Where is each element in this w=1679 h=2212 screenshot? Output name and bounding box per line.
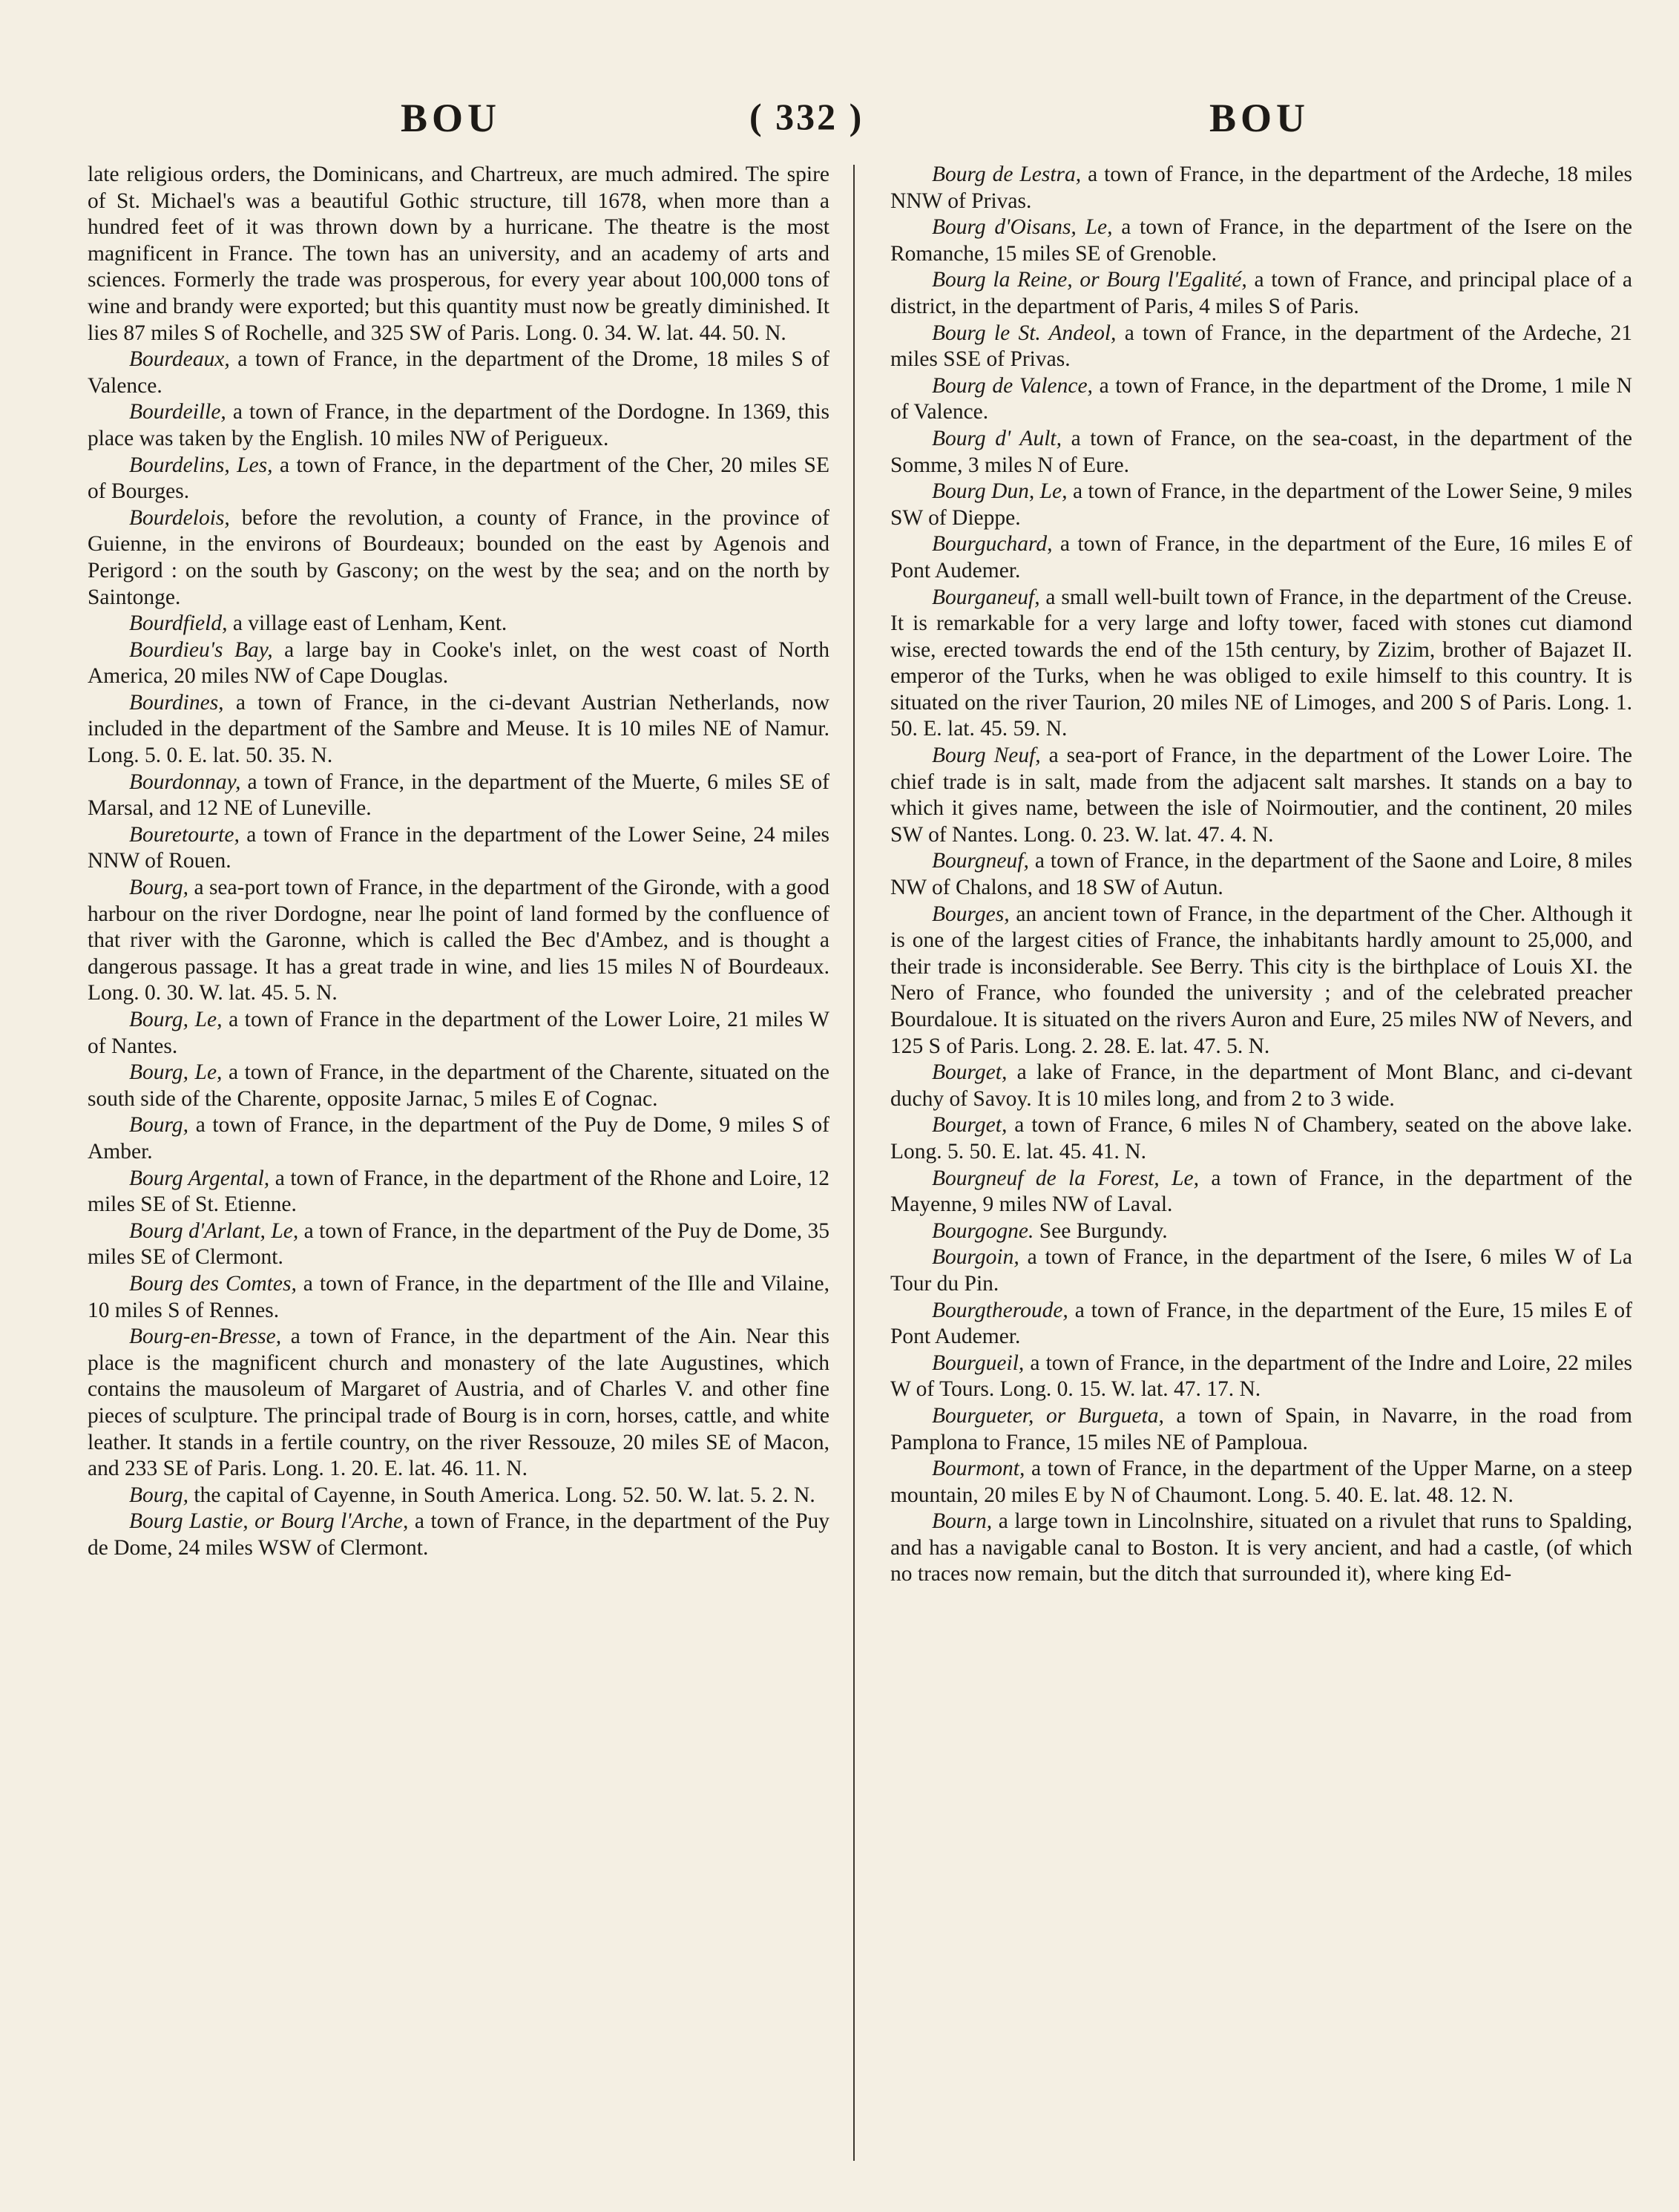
entry-headword: Bourget, xyxy=(932,1113,1008,1138)
dictionary-entry xyxy=(890,162,1632,214)
running-header xyxy=(0,95,1679,147)
entry-headword: Bourg, Le, xyxy=(129,1060,223,1085)
entry-text: a town of France in the department of the Lower Loire, 21 miles W of Nantes. xyxy=(88,1008,829,1058)
entry-text: a town of France, in the department of the Puy de Dome, 9 miles S of Amber. xyxy=(88,1113,829,1164)
entry-text: a sea-port of France, in the department of the Lower Loire. The chief trade is in salt, made from the adjacent salt marshes. It stands on a bay to which it gives name, between the isle of Noirmoutier, and the continent, 20 miles SW of Nantes. Long. 0. 23. W. lat. 47. 4. N. xyxy=(890,744,1632,847)
left-column xyxy=(88,162,829,2180)
entry-text: a town of France, and principal place of a district, in the department of Paris, 4 miles S of Paris. xyxy=(890,268,1632,318)
entry-headword: Bourdeaux, xyxy=(129,347,230,372)
entry-text: a town of France, in the department of the Ardeche, 18 miles NNW of Privas. xyxy=(890,163,1632,213)
dictionary-entry xyxy=(890,479,1632,531)
entry-headword: Bourdines, xyxy=(129,690,224,715)
entry-text: a town of France, in the department of the Mayenne, 9 miles NW of Laval. xyxy=(890,1166,1632,1217)
entry-text: a town of France, in the department of the Rhone and Loire, 12 miles SE of St. Etienne. xyxy=(88,1166,829,1217)
dictionary-entry xyxy=(890,902,1632,1060)
entry-headword: Bourg, xyxy=(129,1483,189,1507)
dictionary-entry xyxy=(890,214,1632,267)
dictionary-entry xyxy=(890,743,1632,848)
entry-headword: Bourgtheroude, xyxy=(932,1298,1068,1322)
entry-text: before the revolution, a county of France, in the province of Guienne, in the environs of Bourdeaux; bounded on the east by Agenois and Perigord : on the south by Gascony; on the west by the sea; and on the north by Saintonge. xyxy=(88,505,829,609)
dictionary-entry xyxy=(890,1298,1632,1350)
entry-text: the capital of Cayenne, in South America. Long. 52. 50. W. lat. 5. 2. N. xyxy=(188,1483,815,1507)
dictionary-entry xyxy=(88,1271,829,1324)
entry-headword: Bourg d' Ault, xyxy=(932,426,1062,450)
entry-text: a large bay in Cooke's inlet, on the west coast of North America, 20 miles NW of Cape Douglas. xyxy=(88,637,829,689)
dictionary-entry xyxy=(890,848,1632,901)
dictionary-entry xyxy=(890,1218,1632,1245)
entry-headword: Bourg de Lestra, xyxy=(932,163,1082,186)
dictionary-entry xyxy=(88,347,829,399)
dictionary-entry xyxy=(88,453,829,505)
dictionary-entry xyxy=(890,531,1632,584)
entry-text: a town of France, in the ci-devant Austrian Netherlands, now included in the department of the Sambre and Meuse. It is 10 miles NE of Namur. Long. 5. 0. E. lat. 50. 35. N. xyxy=(88,690,829,768)
entry-text: a town of France in the department of the Lower Seine, 24 miles NNW of Rouen. xyxy=(88,822,829,873)
entry-text: a town of France, in the department of the Ain. Near this place is the magnificent church and monastery of the late Augustines, which contains the mausoleum of Margaret of Austria, and of Charles V. and other fine pieces of sculpture. The principal trade of Bourg is in corn, horses, cattle, and white leather. It stands in a fertile country, on the river Ressouze, 20 miles SE of Macon, and 233 SE of Paris. Long. 1. 20. E. lat. 46. 11. N. xyxy=(88,1325,829,1481)
entry-headword: Bourg Dun, Le, xyxy=(932,479,1068,504)
entry-headword: Bourganeuf, xyxy=(932,585,1040,609)
entry-text: a town of France, in the department of the Drome, 1 mile N of Valence. xyxy=(890,373,1632,424)
entry-headword: Bourg, Le, xyxy=(129,1008,223,1031)
entry-headword: Bourg la Reine, or Bourg l'Egalité, xyxy=(932,268,1247,292)
page-number: ( 332 ) xyxy=(749,96,864,137)
entry-headword: Bourg d'Oisans, Le, xyxy=(932,215,1113,240)
entry-text: a town of France, in the department of the Lower Seine, 9 miles SW of Dieppe. xyxy=(890,479,1632,530)
entry-headword: Bourges, xyxy=(932,902,1010,926)
entry-headword: Bourg Argental, xyxy=(129,1166,270,1190)
entry-headword: Bourguchard, xyxy=(932,532,1053,557)
dictionary-entry xyxy=(88,822,829,875)
entry-headword: Bourdfield, xyxy=(129,611,228,636)
header-left-guideword: BOU xyxy=(401,96,502,140)
dictionary-entry xyxy=(890,373,1632,426)
entry-text: a town of France, in the department of the Indre and Loire, 22 miles W of Tours. Long. 0. 15. W. lat. 47. 17. N. xyxy=(890,1350,1632,1402)
entry-text: a town of France, in the department of the Ille and Vilaine, 10 miles S of Rennes. xyxy=(88,1271,829,1322)
dictionary-entry xyxy=(890,1112,1632,1165)
entry-text: late religious orders, the Dominicans, and Chartreux, are much admired. The spire of St. Michael's was a beautiful Gothic structure, till 1678, when more than a hundred feet of it was thrown down by a hurricane. The theatre is the most magnificent in France. The town has an university, and an academy of arts and sciences. Formerly the trade was prosperous, for every year about 100,000 tons of wine and brandy were exported; but this quantity must now be greatly diminished. It lies 87 miles S of Rochelle, and 325 SW of Paris. Long. 0. 34. W. lat. 44. 50. N. xyxy=(88,163,829,345)
entry-headword: Bourdelins, Les, xyxy=(129,453,273,477)
entry-headword: Bourg, xyxy=(129,876,189,900)
entry-text: a town of France, in the department of the Eure, 16 miles E of Pont Audemer. xyxy=(890,532,1632,582)
entry-headword: Bourg Neuf, xyxy=(932,744,1041,768)
entry-text: a large town in Lincolnshire, situated on a rivulet that runs to Spalding, and has a navigable canal to Boston. It is very ancient, and had a castle, (of which no traces now remain, but the ditch that surrounded it), where king Ed- xyxy=(890,1509,1632,1586)
dictionary-entry xyxy=(890,1060,1632,1112)
entry-headword: Bourgueter, or Burgueta, xyxy=(932,1403,1164,1428)
entry-headword: Bourg d'Arlant, Le, xyxy=(129,1218,299,1243)
entry-headword: Bourgoin, xyxy=(932,1245,1019,1270)
right-column xyxy=(890,162,1632,2180)
entry-text: a town of France, in the department of the Isere on the Romanche, 15 miles SE of Grenoble. xyxy=(890,215,1632,266)
header-right-guideword: BOU xyxy=(1209,96,1310,140)
entry-text: a town of France, in the department of the Puy de Dome, 24 miles WSW of Clermont. xyxy=(88,1509,829,1560)
dictionary-entry xyxy=(890,1244,1632,1297)
entry-text: a town of France, in the department of the Isere, 6 miles W of La Tour du Pin. xyxy=(890,1245,1632,1296)
dictionary-entry xyxy=(88,1166,829,1218)
entry-headword: Bourdelois, xyxy=(129,505,230,530)
entry-text: See Burgundy. xyxy=(1034,1218,1168,1243)
entry-headword: Bourgogne. xyxy=(932,1218,1034,1243)
dictionary-entry xyxy=(890,321,1632,373)
dictionary-entry xyxy=(88,690,829,769)
entry-text: a town of France, in the department of the Saone and Loire, 8 miles NW of Chalons, and 18 SW of Autun. xyxy=(890,849,1632,900)
entry-headword: Bourdieu's Bay, xyxy=(129,637,273,662)
entry-text: a town of France, in the department of the Muerte, 6 miles SE of Marsal, and 12 NE of Luneville. xyxy=(88,769,829,821)
entry-text: a town of France, in the department of the Ardeche, 21 miles SSE of Privas. xyxy=(890,321,1632,372)
entry-text: a town of France, in the department of the Upper Marne, on a steep mountain, 20 miles E by N of Chaumont. Long. 5. 40. E. lat. 48. 12. N. xyxy=(890,1457,1632,1507)
dictionary-entry xyxy=(88,875,829,1007)
entry-text: a town of France, in the department of the Eure, 15 miles E of Pont Audemer. xyxy=(890,1298,1632,1349)
dictionary-entry xyxy=(88,1324,829,1483)
dictionary-entry xyxy=(88,1112,829,1165)
dictionary-entry xyxy=(890,426,1632,479)
entry-text: an ancient town of France, in the department of the Cher. Although it is one of the largest cities of France, the inhabitants hardly amount to 25,000, and their trade is inconsiderable. See Berry. This city is the birthplace of Louis XI. the Nero of France, who founded the university ; and of the celebrated preacher Bourdaloue. It is situated on the rivers Auron and Eure, 25 miles NW of Nevers, and 125 S of Paris. Long. 2. 28. E. lat. 47. 5. N. xyxy=(890,902,1632,1058)
entry-text: a town of France, in the department of the Cher, 20 miles SE of Bourges. xyxy=(88,453,829,504)
dictionary-entry xyxy=(890,1350,1632,1403)
entry-text: a town of France, in the department of the Drome, 18 miles S of Valence. xyxy=(88,347,829,398)
entry-headword: Bourgueil, xyxy=(932,1350,1025,1375)
entry-text: a small well-built town of France, in the department of the Creuse. It is remarkable for a very large and lofty tower, faced with stones cut diamond wise, erected towards the end of the 15th century, by Zizim, brother of Bajazet II. emperor of the Turks, when he was obliged to exile himself to this country. It is situated on the river Taurion, 20 miles NE of Limoges, and 200 S of Paris. Long. 1. 50. E. lat. 45. 59. N. xyxy=(890,585,1632,741)
entry-text: a town of France, in the department of the Charente, situated on the south side of the Charente, opposite Jarnac, 5 miles E of Cognac. xyxy=(88,1060,829,1111)
dictionary-entry xyxy=(88,1483,829,1509)
entry-headword: Bourg-en-Bresse, xyxy=(129,1325,282,1349)
dictionary-entry xyxy=(88,769,829,822)
dictionary-entry xyxy=(890,267,1632,320)
entry-headword: Bourgneuf, xyxy=(932,849,1029,873)
entry-headword: Bourg de Valence, xyxy=(932,373,1093,398)
entry-headword: Bourg le St. Andeol, xyxy=(932,321,1117,345)
dictionary-entry xyxy=(890,1509,1632,1588)
dictionary-entry xyxy=(890,1456,1632,1509)
entry-headword: Bourn, xyxy=(932,1509,993,1534)
dictionary-entry xyxy=(890,1403,1632,1456)
dictionary-entry xyxy=(88,1007,829,1060)
entry-text: a town of France, on the sea-coast, in the department of the Somme, 3 miles N of Eure. xyxy=(890,426,1632,477)
dictionary-entry xyxy=(88,1060,829,1112)
entry-headword: Bourg des Comtes, xyxy=(129,1271,297,1296)
entry-text: a town of Spain, in Navarre, in the road from Pamplona to France, 15 miles NE of Pamploua. xyxy=(890,1403,1632,1454)
entry-headword: Bourmont, xyxy=(932,1457,1025,1481)
entry-text: a town of France, in the department of the Dordogne. In 1369, this place was taken by the English. 10 miles NW of Perigueux. xyxy=(88,400,829,450)
entry-text: a town of France, 6 miles N of Chambery, seated on the above lake. Long. 5. 50. E. lat. 45. 41. N. xyxy=(890,1113,1632,1164)
entry-headword: Bouretourte, xyxy=(129,822,240,847)
dictionary-entry xyxy=(88,162,829,347)
dictionary-entry xyxy=(88,637,829,690)
dictionary-entry xyxy=(88,1509,829,1561)
dictionary-entry xyxy=(88,1218,829,1271)
column-divider xyxy=(853,165,855,2161)
dictionary-entry xyxy=(88,505,829,611)
entry-headword: Bourget, xyxy=(932,1060,1008,1085)
entry-text: a sea-port town of France, in the department of the Gironde, with a good harbour on the river Dordogne, near lhe point of land formed by the confluence of that river with the Garonne, which is called the Bec d'Ambez, and is thought a dangerous passage. It has a great trade in wine, and lies 15 miles N of Bourdeaux. Long. 0. 30. W. lat. 45. 5. N. xyxy=(88,876,829,1005)
dictionary-entry xyxy=(890,1166,1632,1218)
dictionary-entry xyxy=(890,585,1632,744)
entry-headword: Bourgneuf de la Forest, Le, xyxy=(932,1166,1199,1190)
entry-headword: Bourg, xyxy=(129,1113,189,1138)
entry-headword: Bourdeille, xyxy=(129,400,226,424)
entry-text: a lake of France, in the department of Mont Blanc, and ci-devant duchy of Savoy. It is 10 miles long, and from 2 to 3 wide. xyxy=(890,1060,1632,1111)
entry-headword: Bourdonnay, xyxy=(129,769,241,794)
dictionary-entry xyxy=(88,399,829,452)
entry-text: a village east of Lenham, Kent. xyxy=(227,611,507,636)
entry-text: a town of France, in the department of the Puy de Dome, 35 miles SE of Clermont. xyxy=(88,1218,829,1270)
dictionary-entry xyxy=(88,611,829,637)
entry-headword: Bourg Lastie, or Bourg l'Arche, xyxy=(129,1509,409,1534)
